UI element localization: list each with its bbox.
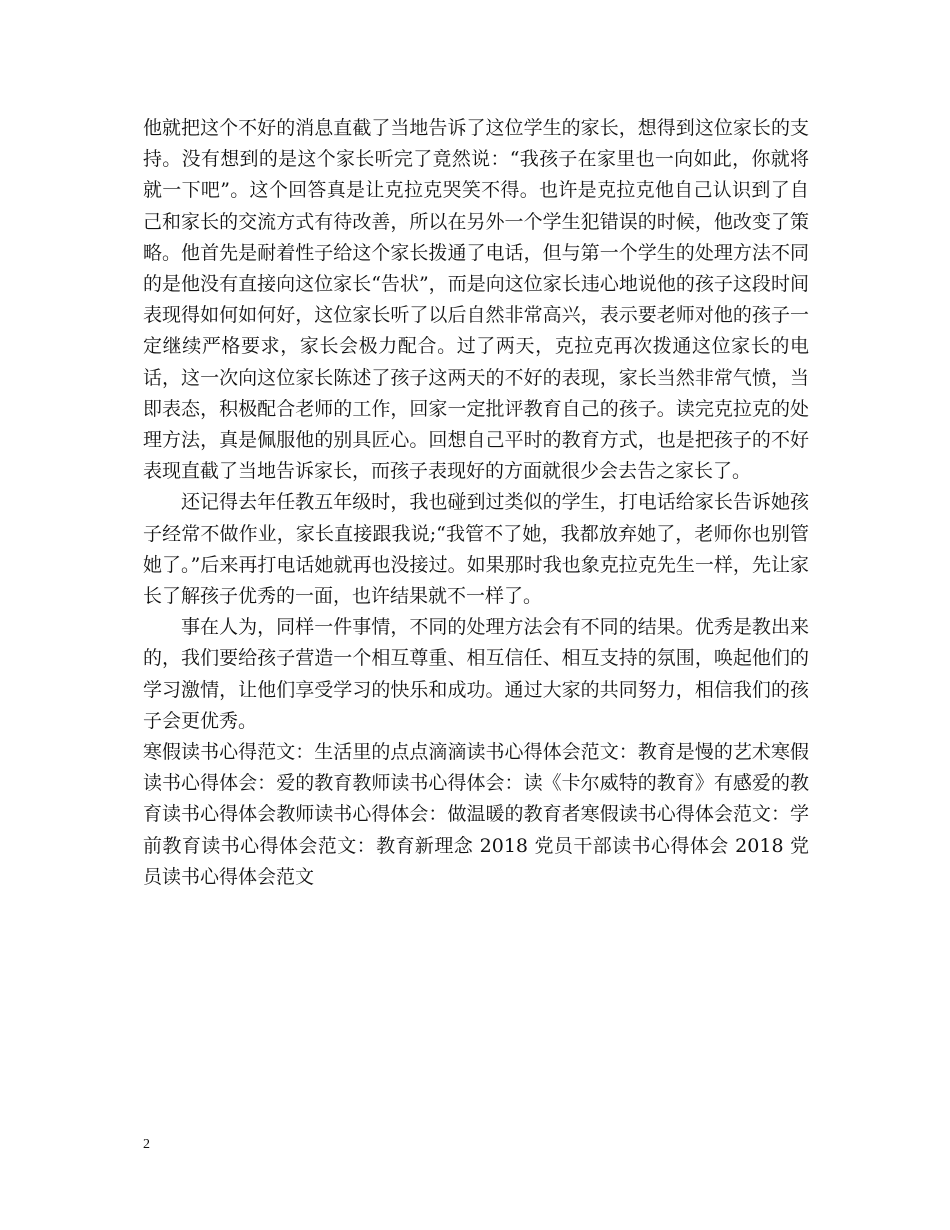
- page-number: 2: [143, 1137, 150, 1152]
- paragraph-personal-experience: 还记得去年任教五年级时，我也碰到过类似的学生，打电话给家长告诉她孩子经常不做作业，家长直接跟我说;“我管不了她，我都放弃她了，老师你也别管她了。”后来再打电话她就再也没接过。如果那时我也象克拉克先生一样，先让家长了解孩子优秀的一面，也许结果就不一样了。: [143, 491, 809, 608]
- paragraph-conclusion: 事在人为，同样一件事情，不同的处理方法会有不同的结果。优秀是教出来的，我们要给孩子营造一个相互尊重、相互信任、相互支持的氛围，唤起他们的学习激情，让他们享受学习的快乐和成功。通过大家的共同努力，相信我们的孩子会更优秀。: [143, 616, 809, 732]
- document-body: [143, 113, 809, 893]
- related-articles-text: 寒假读书心得范文：生活里的点点滴滴读书心得体会范文：教育是慢的艺术寒假读书心得体会：爱的教育教师读书心得体会：读《卡尔威特的教育》有感爱的教育读书心得体会教师读书心得体会：做温暖的教育者寒假读书心得体会范文：学前教育读书心得体会范文：教育新理念 2018 党员干部读书心得体会 2018 党员读书心得体会范文: [143, 741, 809, 888]
- paragraph-clark-story: 他就把这个不好的消息直截了当地告诉了这位学生的家长，想得到这位家长的支持。没有想到的是这个家长听完了竟然说：“我孩子在家里也一向如此，你就将就一下吧”。这个回答真是让克拉克哭笑不得。也许是克拉克他自己认识到了自己和家长的交流方式有待改善，所以在另外一个学生犯错误的时候，他改变了策略。他首先是耐着性子给这个家长拨通了电话，但与第一个学生的处理方法不同的是他没有直接向这位家长“告状”，而是向这位家长违心地说他的孩子这段时间表现得如何如何好，这位家长听了以后自然非常高兴，表示要老师对他的孩子一定继续严格要求，家长会极力配合。过了两天，克拉克再次拨通这位家长的电话，这一次向这位家长陈述了孩子这两天的不好的表现，家长当然非常气愤，当即表态，积极配合老师的工作，回家一定批评教育自己的孩子。读完克拉克的处理方法，真是佩服他的别具匠心。回想自己平时的教育方式，也是把孩子的不好表现直截了当地告诉家长，而孩子表现好的方面就很少会去告之家长了。: [143, 117, 809, 483]
